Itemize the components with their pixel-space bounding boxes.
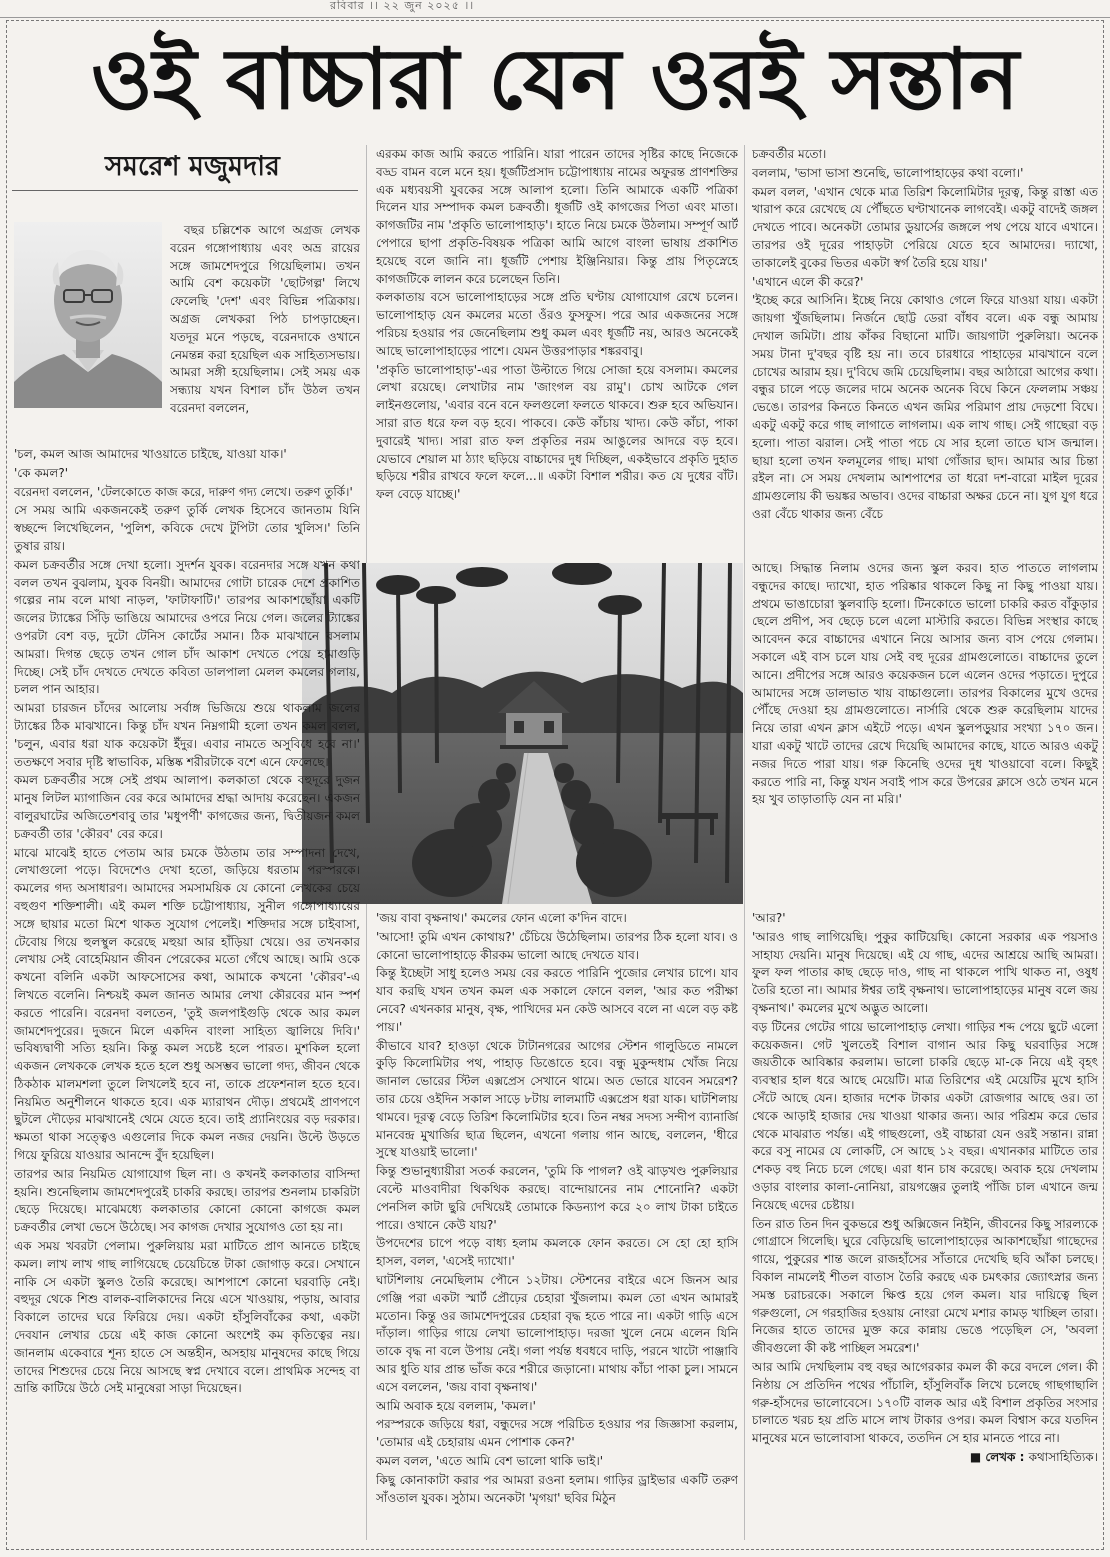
article-paragraph: আমরা চারজন চাঁদের আলোয় সর্বাঙ্গ ভিজিয়ে শুয়ে থাকলাম জলের ট্যাঙ্কের ঠিক মাঝখানে। কিন্তু চাঁদ যখন নিম্নগামী হলো তখন কমল বলল, 'চলুন, এবার ধরা যাক কয়েকটা ইঁদুর। এবার নামতে অসুবিধে হবে না।' ততক্ষণে সবার দৃষ্টি স্বাভাবিক, মস্তিষ্ক শরীরটাকে বশে এনে ফেলেছে। bbox=[14, 701, 360, 769]
article-paragraph: 'জয় বাবা বৃক্ষনাথ।' কমলের ফোন এলো ক'দিন বাদে। bbox=[376, 911, 627, 925]
author-credit-label: ■ লেখক : bbox=[969, 1449, 1025, 1464]
top-strip-text: রবিবার ।। ২২ জুন ২০২৫ ।। bbox=[330, 0, 475, 12]
article-paragraph: কমল চক্রবর্তীর সঙ্গে দেখা হলো। সুদর্শন যুবক। বরেনদার সঙ্গে যখন কথা বলল তখন বুঝলাম, যুবক বিনয়ী। আমাদের গোটা চারেক দেশে প্রকাশিত গল্পের নাম বলে মাথা নাড়ল, 'ফাটাফাটি।' তারপর আকাশছোঁয়া একটি জলের ট্যাঙ্কের সিঁড়ি ভাঙিয়ে আমাদের ওপরে নিয়ে গেল। জলের ট্যাঙ্কের ওপরটা বেশ বড়, দুটো টেনিস কোর্টের সমান। ঠিক মাঝখানে বসলাম আমরা। দিগন্ত ছেড়ে তখন গোল চাঁদ আকাশ দেখতে পেয়ে হামাগুড়ি দিচ্ছে। সেই চাঁদ দেখতে দেখতে কবিতা ডালপালা মেলল কমলের গলায়, চলল পান আহার। bbox=[14, 557, 360, 697]
article-paragraph: কমল বলল, 'এখান থেকে মাত্র তিরিশ কিলোমিটার দূরত্ব, কিন্তু রাস্তা এত খারাপ করে রেখেছে যে পৌঁছতে ঘণ্টাখানেক লাগবেই। একটু বাদেই জঙ্গল দেখতে পাবে। অনেকটা তোমার ডুয়ার্সের জঙ্গলে পথ পেয়ে যাবে এখানে। তারপর ওই দূরের পাহাড়টা পেরিয়ে যেতে হবে আমাদের। দ্যাখো, তাকালেই বুকের ভিতর একটা স্বর্গ তৈরি হয়ে যায়।' bbox=[752, 184, 1098, 270]
article-column-3-bottom bbox=[752, 910, 1098, 1540]
article-paragraph: তারপর আর নিয়মিত যোগাযোগ ছিল না। ও কখনই কলকাতার বাসিন্দা হয়নি। শুনেছিলাম জামশেদপুরেই চাকরি করছে। তারপর শুনলাম চাকরিটা ছেড়ে দিয়েছে। মাঝেমধ্যে কলকাতার কোনো কোনো কাগজে কমল চক্রবর্তীর লেখা ভেসে উঠেছে। সব কাগজ দেখার সুযোগও তো হয় না। bbox=[14, 1166, 360, 1235]
article-paragraph: পরস্পরকে জড়িয়ে ধরা, বন্ধুদের সঙ্গে পরিচিত হওয়ার পর জিজ্ঞাসা করলাম, 'তোমার এই চেহারায় এমন পোশাক কেন?' bbox=[376, 1417, 738, 1450]
article-paragraph: কিছু কোনাকাটা করার পর আমরা রওনা হলাম। গাড়ির ড্রাইভার একটি তরুণ সাঁওতাল যুবক। সুঠাম। অনেকটা 'মৃগয়া' ছবির মিঠুন bbox=[376, 1472, 738, 1505]
article-column-1 bbox=[14, 446, 360, 1540]
article-paragraph: বললাম, 'ভাসা ভাসা শুনেছি, ভালোপাহাড়ের কথা বলো।' bbox=[752, 165, 1024, 180]
byline-rule bbox=[12, 190, 358, 191]
article-column-2-bottom bbox=[376, 910, 738, 1540]
article-column-3-middle bbox=[752, 560, 1098, 904]
article-paragraph: কিন্তু ইচ্ছেটা সাধু হলেও সময় বের করতে পারিনি পুজোর লেখার চাপে। যাব যাব করছি যখন তখন কমল এক সকালে ফোনে বলল, 'আর কত পরীক্ষা নেবে? এখনকার মানুষ, বৃক্ষ, পাখিদের মন কেউ আসবে বলে না এলে বড় কষ্ট পায়।' bbox=[376, 966, 738, 1034]
article-column-2-top bbox=[376, 146, 738, 558]
article-paragraph: 'ইচ্ছে করে আসিনি। ইচ্ছে নিয়ে কোথাও গেলে ফিরে যাওয়া যায়। একটা জায়গা খুঁজছিলাম। নির্জনে ছোট্ট ডেরা বাঁধব বলে। এক বন্ধু আমায় দেখাল জমিটা। প্রায় কাঁকর বিছানো মাটি। জায়গাটা পুরুলিয়া। অনেক সময় টানা দু'বছর বৃষ্টি হয় না। তবে চারধারে পাহাড়ের মাঝখানে বলে চোখের আরাম হয়। দু'বিঘে জমি চেয়েছিলাম। বছর আঠারো আগের কথা। বন্ধুর চালে পড়ে জলের দামে অনেক অনেক বিঘে কিনে ফেললাম সঞ্চয় ভেঙে। তারপর কিনতে কিনতে এখন জমির পরিমাণ প্রায় দেড়শো বিঘে। একটু একটু করে গাছ লাগাতে লাগলাম। এক লাখ গাছ। সেই গাছেরা বড় হলো। পাতা ঝরাল। সেই পাতা পচে যে সার হলো তাতে ঘাস জন্মাল। ছায়া হলো তখন ফলমূলের গাছ। মাথা গোঁজার ছাদ। আমার আর চিন্তা রইল না। সে সময় দেখলাম আশপাশের তা ধরো দশ-বারো মাইল দূরের গ্রামগুলোয় কী ভয়ঙ্কর অভাব। ওদের বাচ্চারা অক্ষর চেনে না। যুগ যুগ ধরে ওরা বেঁচে থাকার জন্য বেঁচে bbox=[752, 293, 1098, 521]
article-paragraph: কমল চক্রবর্তীর সঙ্গে সেই প্রথম আলাপ। কলকাতা থেকে বহুদূরে দুজন মানুষ লিটল ম্যাগাজিন বের করে আমাদের শ্রদ্ধা আদায় করেছেন। একজন বালুরঘাটের অজিতেশবাবু তার 'মধুপর্ণী' কাগজের জন্য, দ্বিতীয়জন কমল চক্রবর্তী তার 'কৌরব' বের করে। bbox=[14, 773, 360, 841]
article-paragraph: কীভাবে যাব? হাওড়া থেকে টাটানগরের আগের স্টেশন গালুডিতে নামলে কুড়ি কিলোমিটার পথ, পাহাড় ডিঙোতে হবে। বন্ধু মুকুন্দধাম খোঁজ নিয়ে জানাল ভোরের স্টিল এক্সপ্রেস সেখানে থামে। অত ভোরে যাবেন সমরেশ? তার চেয়ে ওইদিন সকাল সাড়ে ৮টায় লালমাটি এক্সপ্রেস ধরা যাক। ঘাটশিলায় থামবে। দূরত্ব বেড়ে তিরিশ কিলোমিটার হবে। তিন নম্বর সদস্য সন্দীপ ব্যানার্জি মানবেন্দ্র মুখার্জির ছাত্র ছিলেন, এখনো গলায় গান আছে, বললেন, 'ধীরে সুস্থে যাওয়াই ভালো।' bbox=[376, 1038, 738, 1160]
garden-photo bbox=[302, 563, 743, 904]
author-portrait bbox=[14, 222, 162, 408]
article-paragraph: তিন রাত তিন দিন বুকভরে শুধু অক্সিজেন নিইনি, জীবনের কিছু সারল্যকে গোগ্রাসে গিলেছি। ঘুরে বেড়িয়েছি ভালোপাহাড়ের আকাশছোঁয়া গাছেদের গায়ে, পুকুরের শান্ত জলে রাজহাঁসের সাঁতারে দেখেছি ছবি আঁকা চলছে। বিকাল নামলেই শীতল বাতাস তৈরি করছে এক চমৎকার জ্যোৎস্নার জন্য সমস্ত চরাচরকে। সকালে ক্ষিপ্ত হয়ে গেল কমল। যার দায়িত্বে ছিল গরুগুলো, সে গরহাজির হওয়ায় নোংরা মেখে মশার কামড় খাচ্ছিল তারা। নিজের হাতে তাদের মুক্ত করে কান্নায় ভেঙে পড়েছিল সে, 'অবলা জীবগুলো কী কষ্ট পাচ্ছিল সমরেশ।' bbox=[752, 1216, 1098, 1356]
headline: ওই বাচ্চারা যেন ওরই সন্তান bbox=[90, 29, 1020, 128]
article-paragraph: 'কে কমল?' bbox=[14, 465, 69, 480]
author-credit-value: কথাসাহিত্যিক। bbox=[1028, 1449, 1098, 1464]
article-paragraph: বরেনদা বললেন, 'টেলকোতে কাজ করে, দারুণ গদ্য লেখে। তরুণ তুর্কি।' bbox=[14, 484, 353, 499]
column-rule bbox=[744, 145, 745, 1540]
top-strip bbox=[0, 0, 1110, 18]
article-paragraph: বড় টিনের গেটের গায়ে ভালোপাহাড় লেখা। গাড়ির শব্দ পেয়ে ছুটে এলো কয়েকজন। গেট খুলতেই বিশাল বাগান আর কিছু ঘরবাড়ির সঙ্গে জয়তীকে আবিষ্কার করলাম। ভালো চাকরি ছেড়ে মা-কে নিয়ে এই বৃহৎ ব্যবস্থার হাল ধরে আছে মেয়েটি। মাত্র তিরিশের এই মেয়েটির মুখে হাসি সেঁটে আছে যেন। হাজার দশেক টাকার একটা রোজগার আছে ওর। তা থেকে আড়াই হাজার দেয় খাওয়া থাকার জন্য। আর পরিশ্রম করে ভোর থেকে মাঝরাত পর্যন্ত। এই গাছগুলো, ওই বাচ্চারা যেন ওরই সন্তান। রান্না করে বসু নামের যে লোকটি, সে আছে ১২ বছর। এখানকার মাটিতে তার শেকড় বহু নিচে চলে গেছে। এরা ধান চাষ করেছে। অবাক হয়ে দেখলাম ওড়ার বাংলার কালা-নোনিয়া, রায়গঞ্জের তুলাই পাঁজি চাল এখানে জন্ম নিয়েছে এদের চেষ্টায়। bbox=[752, 1019, 1098, 1212]
article-paragraph: 'আর?' bbox=[752, 911, 786, 925]
article-paragraph: মাঝে মাঝেই হাতে পেতাম আর চমকে উঠতাম তার সম্পাদনা দেখে, লেখাগুলো পড়ে। বিদেশেও দেখা হতো, জড়িয়ে ধরতাম পরস্পরকে। কমলের গদ্য অসাধারণ। আমাদের সমসাময়িক যে কোনো লেখকের চেয়ে বহুগুণ শক্তিশালী। এই কমল শক্তি চট্টোপাধ্যায়, সুনীল গঙ্গোপাধ্যায়ের সঙ্গে ছায়ার মতো মিশে থাকত সুযোগ পেলেই। শক্তিদার সঙ্গে চাইবাসা, টেবোয় গিয়ে হুলস্থুল করেছে মহুয়া আর হাঁড়িয়া খেয়ে। ওর তখনকার লেখায় সেই বোহেমিয়ান জীবন পেরেকের মতো গেঁথে আছে। আমি ওকে কখনো বলিনি একটা আফসোসের কথা, আমাকে কখনো 'কৌরব'-এ লিখতে বলেনি। নিশ্চয়ই কমল জানত আমার লেখা কৌরবের মান স্পর্শ করতে পারেনি। বরেনদা বলতেন, 'তুই জলপাইগুড়ি থেকে আর কমল জামশেদপুরের। দুজনে মিলে একদিন বাংলা সাহিত্য জ্বালিয়ে দিবি।' ভবিষ্যদ্বাণী সত্যি হয়নি। কিন্তু কমল সচেষ্ট হলে পারত। মুশকিল হলো একজন লেখককে লেখক হতে হলে শুধু অসম্ভব ভালো গদ্য, জীবন থেকে ঠিকঠাক মালমশলা তুলে লিখলেই হবে না, তাকে প্রফেশনাল হতে হবে। নিয়মিত অনুশীলনে থাকতে হবে। এক ম্যারাথন দৌড়। প্রথমেই প্রাণপণে ছুটলে দৌড়ের মাঝখানেই থেমে যেতে হবে। তাই প্র্যানিংয়ের বড় দরকার। ক্ষমতা থাকা সত্ত্বেও এগুলোর দিকে কমল নজর দেয়নি। উল্টে উড়তে গিয়ে ফুরিয়ে যাওয়ার আনন্দে বুঁদ হয়েছিল। bbox=[14, 845, 360, 1163]
article-column-1-intro bbox=[170, 222, 360, 446]
article-paragraph: 'এখানে এলে কী করে?' bbox=[752, 274, 864, 289]
article-paragraph: কিন্তু শুভানুধ্যায়ীরা সতর্ক করলেন, 'তুমি কি পাগল? ওই ঝাড়খণ্ড পুরুলিয়ার বেল্টে মাওবাদীরা থিকথিক করছে। বান্দোয়ানের নাম শোনোনি? একটা পেনসিল কাটা ছুরি দেখিয়েই তোমাকে কিডন্যাপ করে ২০ লাখ টাকা চাইতে পারে। ওখানে কেউ যায়?' bbox=[376, 1164, 738, 1232]
article-paragraph: 'আসো! তুমি এখন কোথায়?' চেঁচিয়ে উঠেছিলাম। তারপর ঠিক হলো যাব। ও কোনো ভালোপাহাড়ে কীরকম ভালো আছে দেখতে যাব। bbox=[376, 929, 738, 962]
article-paragraph: চক্রবর্তীর মতো। bbox=[752, 147, 827, 161]
article-paragraph: কমল বলল, 'এতে আমি বেশ ভালো থাকি ভাই।' bbox=[376, 1453, 604, 1468]
article-paragraph: 'চল, কমল আজ আমাদের খাওয়াতে চাইছে, যাওয়া যাক।' bbox=[14, 447, 287, 461]
article-paragraph: আর আমি দেখছিলাম বহু বছর আগেরকার কমল কী করে বদলে গেল। কী নিষ্ঠায় সে প্রতিদিন পথের পাঁচালি, হাঁসুলিবাঁক লিখে চলেছে গাছগাছালি গরু-হাঁসদের ভালোবেসে। ১৭০টি বালক আর এই বিশাল প্রকৃতির সংসার চালাতে খরচ হয় প্রতি মাসে লাখ টাকার ওপর। কমল বিশ্বাস করে যতদিন মানুষের মনে ভালোবাসা থাকবে, ততদিন সে হার মানতে পারে না। bbox=[752, 1359, 1098, 1446]
article-paragraph: ঘাটশিলায় নেমেছিলাম পৌনে ১২টায়। স্টেশনের বাইরে এসে জিনস আর গেঞ্জি পরা একটা স্মার্ট প্রৌঢ়ের চেহারা খুঁজলাম। কমল তো এখন আমারই মতোন। কিন্তু ওর জামশেদপুরের চেহারা বৃদ্ধ হতে পারে না। একটা গাড়ি এসে দাঁড়াল। গাড়ির গায়ে লেখা ভালোপাহাড়। দরজা খুলে নেমে এলেন যিনি তাকে বৃদ্ধ না বলে উপায় নেই। গলা পর্যন্ত ধবধবে দাড়ি, পরনে খাটো পাঞ্জাবি আর ধুতি যার প্রান্ত ভাঁজ করে শরীরে জড়ানো। মাথায় কাঁচা পাকা চুল। সামনে এসে বললেন, 'জয় বাবা বৃক্ষনাথ।' bbox=[376, 1272, 738, 1394]
article-paragraph: কলকাতায় বসে ভালোপাহাড়ের সঙ্গে প্রতি ঘণ্টায় যোগাযোগ রেখে চলেন। ভালোপাহাড় যেন কমলের মতো ওঁরও ফুসফুস। পরে আর একজনের সঙ্গে পরিচয় হওয়ার পর জেনেছিলাম শুধু কমল এবং ধূর্জটি নয়, আরও অনেকেই আছে ভালোপাহাড়ের পাশে। যেমন উত্তরপাড়ার শঙ্করবাবু। bbox=[376, 290, 738, 358]
article-paragraph: এরকম কাজ আমি করতে পারিনি। যারা পারেন তাদের সৃষ্টির কাছে নিজেকে বড্ড বামন বলে মনে হয়। ধূর্জটিপ্রসাদ চট্টোপাধ্যায় নামের অফুরন্ত প্রাণশক্তির এক মধ্যবয়সী যুবকের সঙ্গে আলাপ হলো। তিনি আমাকে একটি পত্রিকা দিলেন যার সম্পাদক কমল চক্রবর্তী। ধূর্জটি ওই কাগজের পিতা এবং মাতা। কাগজটির নাম 'প্রকৃতি ভালোপাহাড়'। হাতে নিয়ে চমকে উঠলাম। সম্পূর্ণ আর্ট পেপারে ছাপা প্রকৃতি-বিষয়ক পত্রিকা আমি আগে বাংলা ভাষায় প্রকাশিত হয়েছে বলে জানি না। ধূর্জটি পেশায় ইঞ্জিনিয়ার। কিন্তু প্রায় পিতৃস্নেহে কাগজটিকে লালন করে চলেছেন তিনি। bbox=[376, 147, 738, 286]
byline: সমরেশ মজুমদার bbox=[105, 151, 280, 182]
article-paragraph: 'আরও গাছ লাগিয়েছি। পুকুর কাটিয়েছি। কোনো সরকার এক পয়সাও সাহায্য দেয়নি। মানুষ দিয়েছে। এই যে গাছ, এদের আশ্রয়ে আছি আমরা। ফুল ফল পাতার কাছ ছেড়ে দাও, গাছ না থাকলে পাখি থাকত না, ওষুধ তৈরি হতো না। আমার ঈশ্বর তাই বৃক্ষনাথ। ভালোপাহাড়ের মানুষ বলে জয় বৃক্ষনাথ।' কমলের মুখে অদ্ভুত আলো। bbox=[752, 929, 1098, 1015]
article-column-3-top bbox=[752, 146, 1098, 560]
article-paragraph: বছর চল্লিশেক আগে অগ্রজ লেখক বরেন গঙ্গোপাধ্যায় এবং অভ্র রায়ের সঙ্গে জামশেদপুরে গিয়েছিলাম। তখন আমি বেশ কয়েকটা 'ছোটগল্প' লিখে ফেলেছি 'দেশ' এবং বিভিন্ন পত্রিকায়। অগ্রজ লেখকরা পিঠ চাপড়াচ্ছেন। যতদূর মনে পড়ছে, বরেনদাকে ওখানে নেমন্তন্ন করা হয়েছিল এক সাহিত্যসভায়। আমরা সঙ্গী হয়েছিলাম। সেই সময় এক সন্ধ্যায় যখন বিশাল চাঁদ উঠল তখন বরেনদা বললেন, bbox=[170, 223, 360, 415]
article-paragraph: 'প্রকৃতি ভালোপাহাড়'-এর পাতা উল্টাতে গিয়ে সোজা হয়ে বসলাম। কমলের লেখা রয়েছে। লেখাটার নাম 'জাংগল বয় রামু'। চোখ আটকে গেল লাইনগুলোয়, 'এবার বনে বনে ফলগুলো ফলতে থাকবে। শুরু হবে অভিযান। সারা রাত ধরে ফল বড় হবে। পাকবে। কেউ কাঁচায় খাদ্য। কেউ কাঁচা, পাকা দুবারেই খাদ্য। সারা রাত ফল প্রকৃতির নরম আঙুলের আদরে বড় হবে। যেভাবে শেয়াল মা ঠ্যাং ছড়িয়ে বাচ্চাদের দুধ দিচ্ছিল, একইভাবে প্রকৃতি দুহাত ছড়িয়ে শরীর রাখবে ফলে ফলে...॥ একটা বিশাল শরীর। কত যে দুধের বাঁট। ফল বেড়ে যাচ্ছে।' bbox=[376, 362, 738, 502]
article-paragraph: আমি অবাক হয়ে বললাম, 'কমল।' bbox=[376, 1398, 536, 1413]
article-paragraph: এক সময় খবরটা পেলাম। পুরুলিয়ায় মরা মাটিতে প্রাণ আনতে চাইছে কমল। লাখ লাখ গাছ লাগিয়েছে চেয়েচিন্তে টাকা জোগাড় করে। সেখানে নাকি সে একটা স্কুলও তৈরি করেছে। আশপাশে কোনো ঘরবাড়ি নেই। বহুদূর থেকে শিশু বালক-বালিকাদের নিয়ে এসে খাওয়ায়, পড়ায়, আবার বিকালে তাদের ঘরে ফিরিয়ে দেয়। একটা হাঁসুলিবাঁকের কথা, একটা দেবযান লেখার চেয়ে এই কাজ কোনো অংশেই কম কৃতিত্বের নয়। জানলাম একেবারে শূন্য হাতে সে অন্তহীন, অসহায় মানুষদের কাছে গিয়ে তাদের শিশুদের চেয়ে নিয়ে আসছে স্বপ্ন দেখাবে বলে। প্রাথমিক সন্দেহ বা ভ্রান্তি কাটিয়ে উঠে সেই মানুষেরা সাড়া দিয়েছেন। bbox=[14, 1239, 360, 1396]
article-paragraph: সে সময় আমি একজনকেই তরুণ তুর্কি লেখক হিসেবে জানতাম যিনি স্বচ্ছন্দে লিখেছিলেন, 'পুলিশ, কবিকে দেখে টুপিটা তোর খুলিস।' তিনি তুষার রায়। bbox=[14, 503, 360, 553]
article-paragraph: উপদেশের চাপে পড়ে বাধ্য হলাম কমলকে ফোন করতে। সে হো হো হাসি হাসল, বলল, 'এসেই দ্যাখো।' bbox=[376, 1236, 738, 1269]
author-credit bbox=[752, 1449, 1098, 1467]
article-paragraph: আছে। সিদ্ধান্ত নিলাম ওদের জন্য স্কুল করব। হাত পাততে লাগলাম বন্ধুদের কাছে। দ্যাখো, হাত পরিষ্কার থাকলে কিছু না কিছু পাওয়া যায়। প্রথমে ভাঙাচোরা স্কুলবাড়ি হলো। টিনকোতে ভালো চাকরি করত বাঁকুড়ার ছেলে প্রদীপ, সব ছেড়ে চলে এলো মাস্টারি করতে। বিভিন্ন সংস্থার কাছে আবেদন করে বাচ্চাদের এখানে নিয়ে আসার জন্য বাস পেয়ে গেলাম। সকালে এই বাস চলে যায় সেই বহু দূরের গ্রামগুলোতে। বাচ্চাদের তুলে আনে। প্রদীপের সঙ্গে আরও কয়েকজন চলে এলেন ওদের পড়াতে। দুপুরে আমাদের সঙ্গে ডালভাত খায় বাচ্চাগুলো। তারপর বিকালের মুখে ওদের পৌঁছে দেওয়া হয় গ্রামগুলোতে। নার্সারি থেকে শুরু করেছিলাম যাদের নিয়ে তারা এখন ক্লাস এইটে পড়ে। এখন স্কুলপড়ুয়ার সংখ্যা ১৭০ জন। যারা একটু খাটে তাদের রেখে দিয়েছি আমাদের কাছে, যাতে আরও একটু নজর দিতে পারা যায়। গরু কিনেছি ওদের দুধ খাওয়াবো বলে। কিছুই করতে পারি না, কিন্তু যখন সবাই পাস করে উপরের ক্লাসে ওঠে তখন মনে হয় খুব তাড়াতাড়ি যেন না মরি।' bbox=[752, 561, 1098, 807]
